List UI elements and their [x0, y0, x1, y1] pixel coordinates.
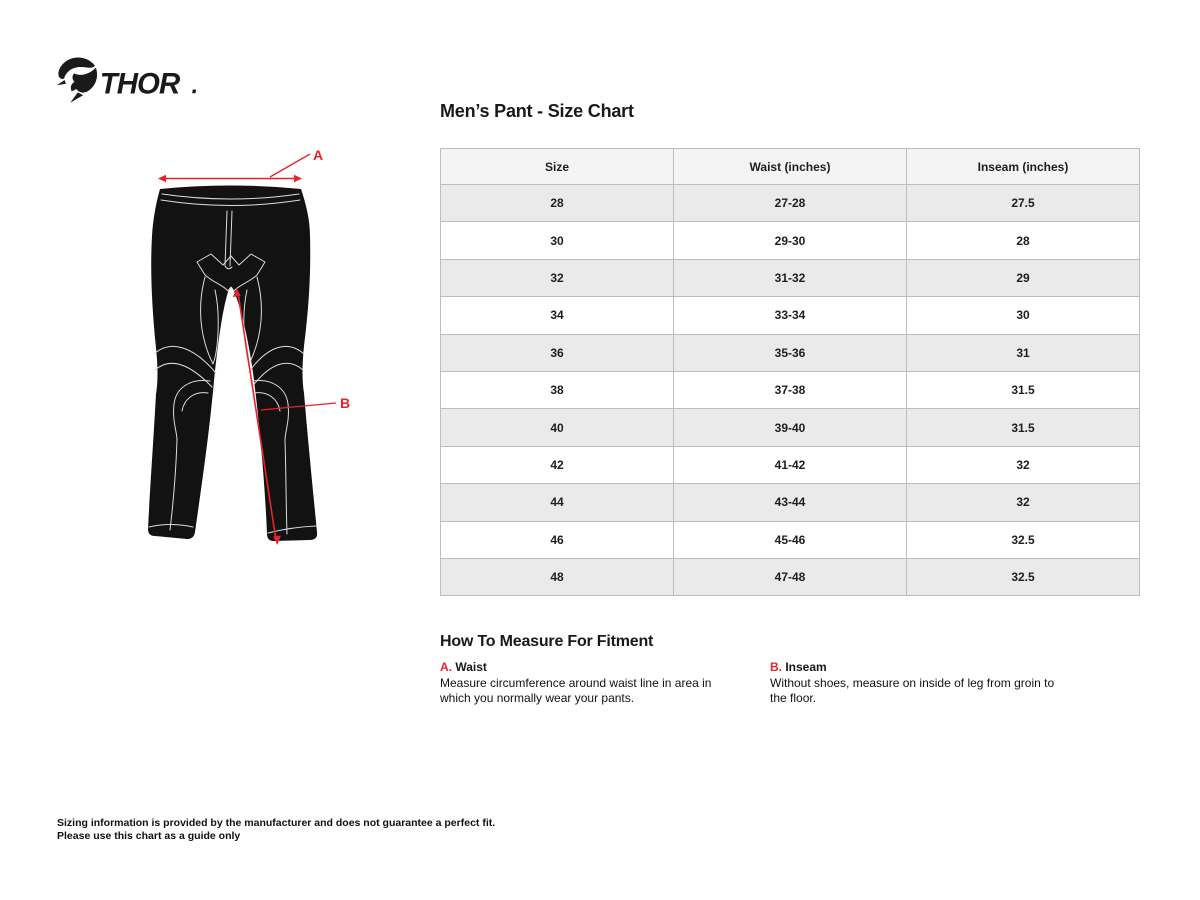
size-chart-column-header: Size — [441, 149, 674, 185]
label-a-pointer — [270, 154, 310, 177]
diagram-label-b: B — [340, 395, 351, 411]
size-chart-cell: 30 — [441, 222, 674, 259]
disclaimer — [57, 817, 495, 843]
size-chart-row — [441, 297, 1140, 334]
size-chart-row — [441, 558, 1140, 595]
size-chart-row — [441, 409, 1140, 446]
size-chart-column-header: Inseam (inches) — [907, 149, 1140, 185]
size-chart-cell: 35-36 — [674, 334, 907, 371]
size-chart-table — [440, 148, 1140, 596]
how-to-item-inseam — [770, 660, 1060, 705]
size-chart-cell: 31-32 — [674, 259, 907, 296]
wordmark-period — [192, 90, 196, 94]
size-chart-cell: 30 — [907, 297, 1140, 334]
size-chart-head-row — [441, 149, 1140, 185]
waist-description: Measure circumference around waist line in area in which you normally wear your pants. — [440, 676, 712, 705]
size-chart-row — [441, 185, 1140, 222]
size-chart-table-wrap — [440, 148, 1140, 596]
size-chart-body — [441, 185, 1140, 596]
size-chart-cell: 32.5 — [907, 521, 1140, 558]
how-to-columns — [440, 660, 1140, 705]
size-chart-cell: 47-48 — [674, 558, 907, 595]
waist-arrow-head-right — [294, 175, 302, 182]
size-chart-cell: 40 — [441, 409, 674, 446]
size-chart-cell: 32.5 — [907, 558, 1140, 595]
size-chart-cell: 44 — [441, 484, 674, 521]
inseam-description: Without shoes, measure on inside of leg from groin to the floor. — [770, 676, 1055, 705]
size-chart-cell: 28 — [441, 185, 674, 222]
size-chart-cell: 46 — [441, 521, 674, 558]
size-chart-cell: 38 — [441, 371, 674, 408]
size-chart-cell: 39-40 — [674, 409, 907, 446]
page-title: Men’s Pant - Size Chart — [440, 101, 634, 121]
diagram-label-a: A — [313, 147, 324, 163]
size-chart-cell: 36 — [441, 334, 674, 371]
disclaimer-line-1: Sizing information is provided by the manufacturer and does not guarantee a perfect fit. — [57, 817, 496, 829]
pants-measurement-diagram — [120, 140, 380, 570]
size-chart-row — [441, 521, 1140, 558]
size-chart-cell: 45-46 — [674, 521, 907, 558]
size-chart-cell: 28 — [907, 222, 1140, 259]
size-chart-cell: 32 — [907, 446, 1140, 483]
size-chart-cell: 27-28 — [674, 185, 907, 222]
size-chart-cell: 31.5 — [907, 409, 1140, 446]
size-chart-row — [441, 371, 1140, 408]
how-to-measure-section — [440, 633, 1140, 705]
inseam-letter: B. — [770, 660, 782, 674]
waist-label: Waist — [455, 660, 487, 674]
size-chart-cell: 33-34 — [674, 297, 907, 334]
size-chart-cell: 43-44 — [674, 484, 907, 521]
size-chart-cell: 27.5 — [907, 185, 1140, 222]
size-chart-row — [441, 222, 1140, 259]
size-chart-row — [441, 446, 1140, 483]
size-chart-cell: 32 — [907, 484, 1140, 521]
inseam-label: Inseam — [785, 660, 827, 674]
size-chart-cell: 37-38 — [674, 371, 907, 408]
size-chart-cell: 31 — [907, 334, 1140, 371]
size-chart-cell: 32 — [441, 259, 674, 296]
inseam-item-title — [770, 660, 1060, 674]
how-to-item-waist — [440, 660, 740, 705]
size-chart-cell: 42 — [441, 446, 674, 483]
size-chart-cell: 29-30 — [674, 222, 907, 259]
size-chart-cell: 31.5 — [907, 371, 1140, 408]
size-chart-row — [441, 334, 1140, 371]
thor-wordmark — [100, 67, 196, 100]
size-chart-cell: 41-42 — [674, 446, 907, 483]
thor-logo-graphic — [56, 55, 208, 105]
goat-head-icon — [57, 58, 97, 103]
waist-letter: A. — [440, 660, 452, 674]
thor-logo — [56, 55, 208, 105]
size-chart-row — [441, 484, 1140, 521]
size-chart-cell: 29 — [907, 259, 1140, 296]
size-chart-cell: 34 — [441, 297, 674, 334]
how-to-measure-heading: How To Measure For Fitment — [440, 633, 654, 650]
size-chart-column-header: Waist (inches) — [674, 149, 907, 185]
thor-wordmark-text: THOR — [99, 67, 180, 101]
waist-arrow-head-left — [158, 175, 166, 182]
size-chart-cell: 48 — [441, 558, 674, 595]
size-chart-row — [441, 259, 1140, 296]
waist-item-title — [440, 660, 740, 674]
disclaimer-line-2: Please use this chart as a guide only — [57, 830, 241, 842]
